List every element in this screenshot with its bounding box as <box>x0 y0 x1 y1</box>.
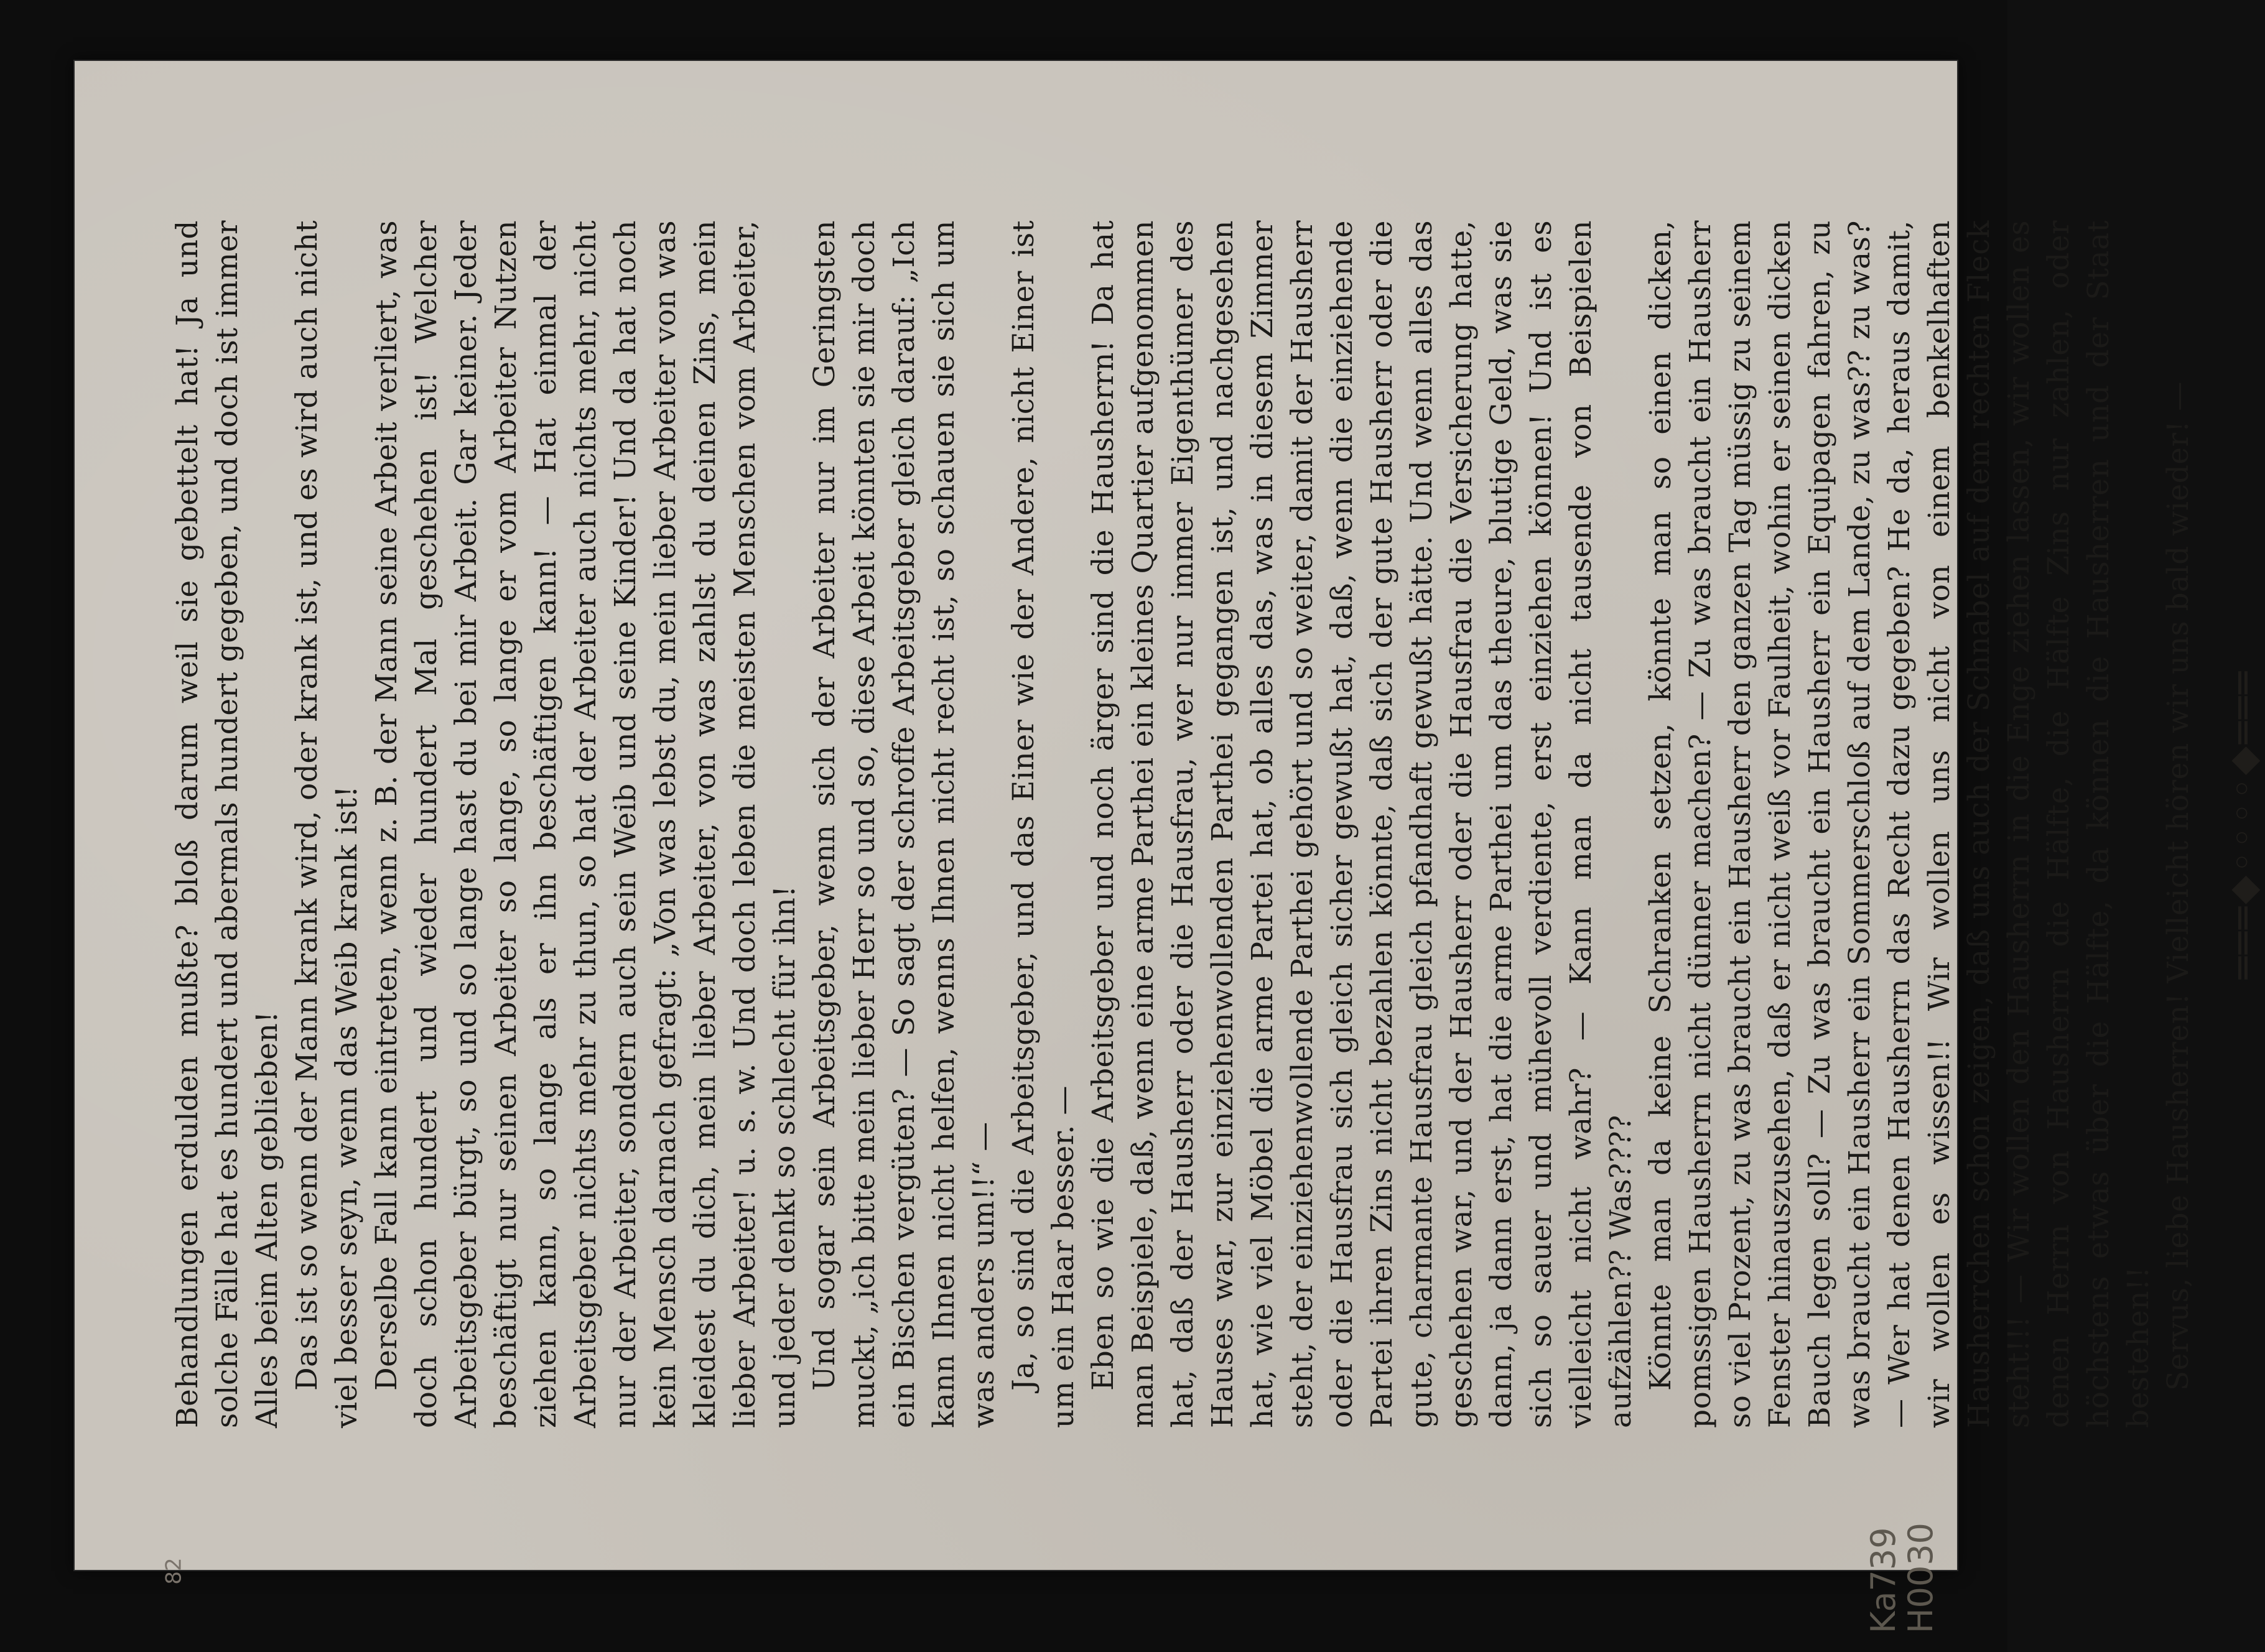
paragraph: Könnte man da keine Schranken setzen, könnte man so einen dicken, pomssigen Hausherrn nicht dünner machen? — Zu was braucht ein Hausherr so viel Prozent, zu was braucht ein Hausherr den ganzen Tag müssig zu seinem Fenster hinauszusehen, daß er nicht weiß vor Faulheit, wohin er seinen dicken Bauch legen soll? — Zu was braucht ein Hausherr ein Equipagen fahren, zu was braucht ein Hausherr ein Sommerschloß auf dem Lande, zu was?? zu was? — Wer hat denen Hausherrn das Recht dazu gegeben? He da, heraus damit, wir wollen es wissen!! Wir wollen uns nicht von einem benkelhaften Hausherrchen schon zeigen, daß uns auch der Schnabel auf dem rechten Fleck steht!!! — Wir wollen den Hausherrn in die Enge ziehen lassen, wir wollen es denen Herrn von Hausherrn die Hälfte, die Hälfte Zins nur zahlen, oder höchstens etwas über die Hälfte, da können die Hausherren und der Staat bestehen!! <box>1644 220 2156 1428</box>
paragraph: Eben so wie die Arbeitsgeber und noch ärger sind die Hausherrn! Da hat man Beispiele, daß, wenn eine arme Parthei ein kleines Quartier aufgenommen hat, daß der Hausherr oder die Hausfrau, wer nur immer Eigenthümer des Hauses war, zur einziehenwollenden Parthei gegangen ist, und nachgesehen hat, wie viel Möbel die arme Partei hat, ob alles das, was in diesem Zimmer steht, der einziehenwollende Parthei gehört und so weiter, damit der Hausherr oder die Hausfrau sich gleich sicher gewußt hat, daß, wenn die einziehende Partei ihren Zins nicht bezahlen könnte, daß sich der gute Hausherr oder die gute, charmante Hausfrau gleich pfandhaft gewußt hätte. Und wenn alles das geschehen war, und der Hausherr oder die Hausfrau die Versicherung hatte, dann, ja dann erst, hat die arme Parthei um das theure, blutige Geld, was sie sich so sauer und mühevoll verdiente, erst einziehen können! Und ist es vielleicht nicht wahr? — Kann man da nicht tausende von Beispielen aufzählen?? Was???? <box>1086 220 1638 1428</box>
text-column <box>156 205 2265 1443</box>
paragraph: Das ist so wenn der Mann krank wird, oder krank ist, und es wird auch nicht viel besser seyn, wenn das Weib krank ist! <box>290 220 364 1428</box>
paragraph: Ja, so sind die Arbeitsgeber, und das Einer wie der Andere, nicht Einer ist um ein Haar besser. — <box>1007 220 1081 1428</box>
paragraph: Und sogar sein Arbeitsgeber, wenn sich der Arbeiter nur im Geringsten muckt, „ich bitte mein lieber Herr so und so, diese Arbeit könnten sie mir doch ein Bischen vergüten? — So sagt der schroffe Arbeitsgeber gleich darauf: „Ich kann Ihnen nicht helfen, wenns Ihnen nicht recht ist, so schauen sie sich um was anders um!!“ — <box>807 220 1001 1428</box>
paragraph: Behandlungen erdulden mußte? bloß darum weil sie gebettelt hat! Ja und solche Fälle hat es hundert und abermals hundert gegeben, und doch ist immer Alles beim Alten geblieben! <box>170 220 284 1428</box>
margin-numeral: 82 <box>161 1557 187 1585</box>
paragraph: Derselbe Fall kann eintreten, wenn z. B. der Mann seine Arbeit verliert, was doch schon hundert und wieder hundert Mal geschehen ist! Welcher Arbeitsgeber bürgt, so und so lange hast du bei mir Arbeit. Gar keiner. Jeder beschäftigt nur seinen Arbeiter so lange, so lange er vom Arbeiter Nutzen ziehen kann, so lange als er ihn beschäftigen kann! — Hat einmal der Arbeitsgeber nichts mehr zu thun, so hat der Arbeiter auch nichts mehr, nicht nur der Arbeiter, sondern auch sein Weib und seine Kinder! Und da hat noch kein Mensch darnach gefragt: „Von was lebst du, mein lieber Arbeiter von was kleidest du dich, mein lieber Arbeiter, von was zahlst du deinen Zins, mein lieber Arbeiter! u. s. w. Und doch leben die meisten Menschen vom Arbeiter, und jeder denkt so schlecht für ihn! <box>370 220 802 1428</box>
paragraph: Servus, liebe Hausherren! Vielleicht hören wir uns bald wieder! — <box>2161 381 2195 1391</box>
printed-text-block <box>156 205 2265 1443</box>
closing-ornament: ═══◆◦◦◦◦◆═══ <box>2221 669 2265 980</box>
archive-signature: Ka739 H0030 <box>1864 1522 1940 1633</box>
